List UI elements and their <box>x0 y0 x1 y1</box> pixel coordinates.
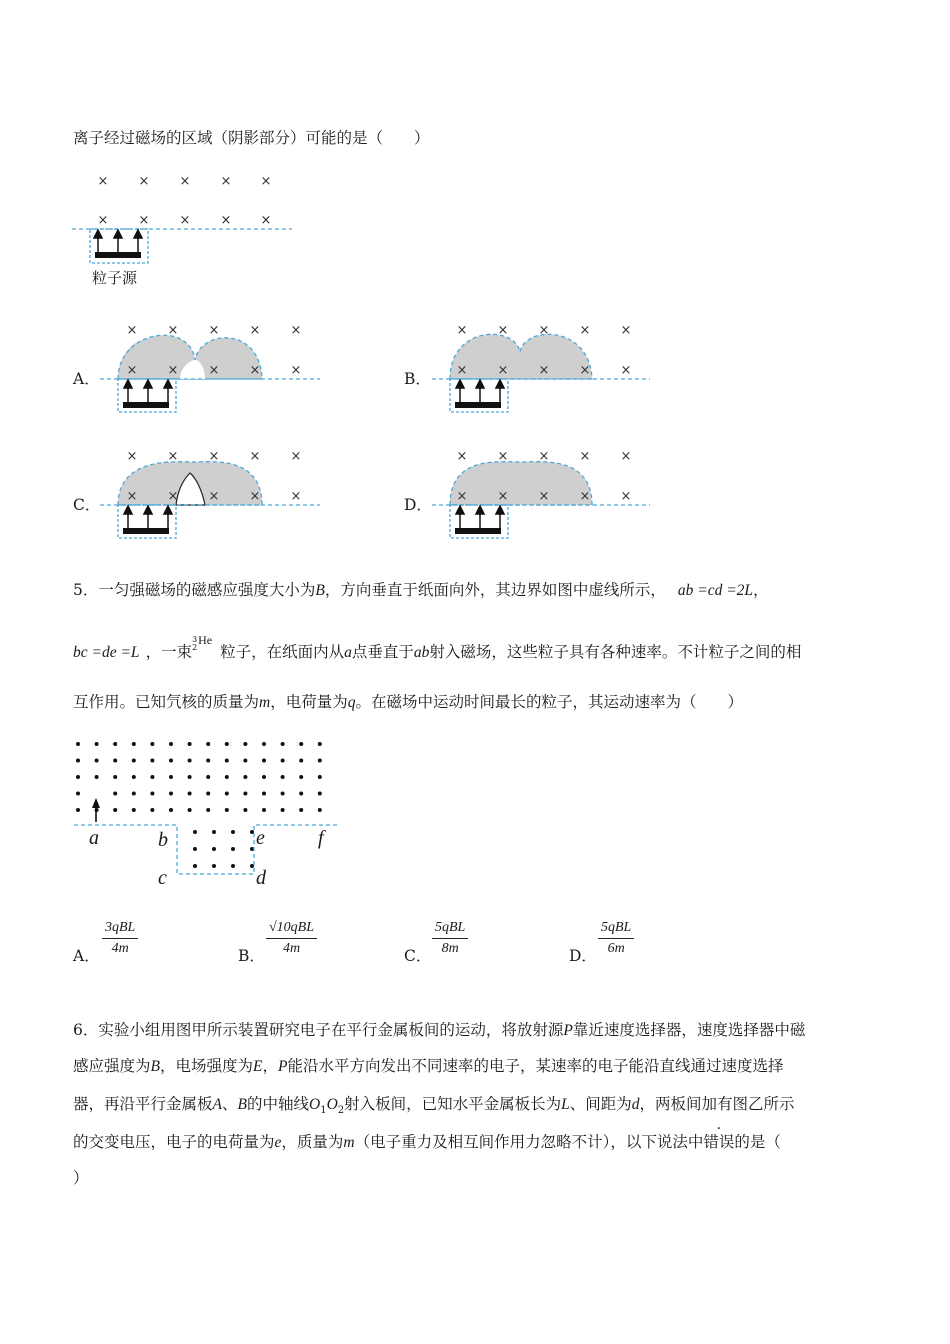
svg-text:×: × <box>290 363 302 378</box>
svg-text:×: × <box>126 449 138 464</box>
field-dot <box>132 775 136 779</box>
q6-line-3: 器，再沿平行金属板A、B的中轴线$O_1O_2$射入板间，已知水平金属板长为L、间距为d，两板间加有图乙所示 <box>73 1095 795 1117</box>
svg-text:×: × <box>167 489 179 504</box>
field-dot <box>299 792 303 796</box>
svg-text:×: × <box>208 489 220 504</box>
field-dot <box>262 792 266 796</box>
svg-text:×: × <box>538 323 550 338</box>
field-dot <box>76 792 80 796</box>
svg-text:×: × <box>249 489 261 504</box>
svg-text:×: × <box>208 363 220 378</box>
field-dot <box>225 775 229 779</box>
q6-line-1: 6．实验小组用图甲所示装置研究电子在平行金属板间的运动，将放射源P靠近速度选择器，速度选择器中磁 <box>73 1021 806 1039</box>
svg-text:×: × <box>579 449 591 464</box>
svg-text:×: × <box>126 363 138 378</box>
field-dot <box>113 742 117 746</box>
field-dot <box>132 759 136 763</box>
field-dot <box>281 808 285 812</box>
field-dot <box>212 847 216 851</box>
field-dot <box>188 792 192 796</box>
svg-text:×: × <box>497 363 509 378</box>
field-dot <box>243 792 247 796</box>
field-dot <box>243 742 247 746</box>
emphasis-wrong: 错误 <box>703 1133 735 1151</box>
svg-text:×: × <box>538 489 550 504</box>
svg-text:×: × <box>208 323 220 338</box>
q5-option-c-fraction: 5qBL 8m <box>432 920 468 957</box>
svg-text:×: × <box>456 449 468 464</box>
label-d: d <box>256 867 266 889</box>
field-dot <box>76 759 80 763</box>
field-dot <box>150 808 154 812</box>
label-c: c <box>158 867 167 889</box>
field-dot <box>169 759 173 763</box>
field-dot <box>299 742 303 746</box>
field-dot <box>243 775 247 779</box>
field-dot <box>188 742 192 746</box>
svg-text:×: × <box>249 363 261 378</box>
field-dot <box>225 759 229 763</box>
svg-text:×: × <box>456 323 468 338</box>
svg-text:×: × <box>97 213 109 228</box>
field-dot <box>113 808 117 812</box>
svg-text:×: × <box>167 323 179 338</box>
field-dot <box>206 808 210 812</box>
field-dot <box>243 808 247 812</box>
svg-text:×: × <box>620 489 632 504</box>
helium-3-nuclide: 3 2 He <box>192 633 213 652</box>
svg-text:×: × <box>538 449 550 464</box>
field-dot <box>318 792 322 796</box>
field-dot <box>113 792 117 796</box>
q5-option-b-fraction: √10qBL 4m <box>266 920 317 957</box>
field-dot <box>169 792 173 796</box>
field-dot <box>299 759 303 763</box>
svg-text:×: × <box>497 323 509 338</box>
label-b: b <box>158 829 168 851</box>
label-f: f <box>318 827 324 849</box>
label-e: e <box>256 827 265 849</box>
field-dot <box>193 847 197 851</box>
field-dot <box>231 847 235 851</box>
field-dot <box>150 775 154 779</box>
field-dot <box>76 775 80 779</box>
field-dot <box>188 775 192 779</box>
field-dot <box>95 759 99 763</box>
q5-option-d-fraction: 5qBL 6m <box>598 920 634 957</box>
q5-option-c-label: C． <box>404 947 432 965</box>
field-dot <box>225 808 229 812</box>
field-dot <box>262 808 266 812</box>
field-dot <box>299 808 303 812</box>
field-dot <box>193 830 197 834</box>
svg-text:×: × <box>260 174 272 189</box>
field-dot <box>132 792 136 796</box>
field-dot <box>188 759 192 763</box>
q5-line-1: 5．一匀强磁场的磁感应强度大小为B，方向垂直于纸面向外，其边界如图中虚线所示， ab =cd =2L， <box>73 581 769 599</box>
svg-text:×: × <box>290 489 302 504</box>
q4-option-a-label: A． <box>73 370 100 388</box>
svg-text:×: × <box>456 363 468 378</box>
field-dot <box>262 742 266 746</box>
field-dot <box>169 808 173 812</box>
field-dot <box>206 792 210 796</box>
field-dot <box>281 742 285 746</box>
field-dot <box>318 742 322 746</box>
label-a: a <box>89 827 99 849</box>
q5-line-3: 互作用。已知氕核的质量为m，电荷量为q。在磁场中运动时间最长的粒子，其运动速率为（ ） <box>73 693 743 711</box>
svg-text:×: × <box>249 449 261 464</box>
svg-text:×: × <box>179 213 191 228</box>
svg-text:×: × <box>620 363 632 378</box>
field-dot <box>169 775 173 779</box>
q5-option-a-fraction: 3qBL 4m <box>102 920 138 957</box>
svg-text:×: × <box>497 489 509 504</box>
field-dot <box>281 759 285 763</box>
field-dot <box>188 808 192 812</box>
field-dot <box>231 830 235 834</box>
field-dot <box>206 775 210 779</box>
svg-text:×: × <box>220 174 232 189</box>
field-dot <box>225 742 229 746</box>
svg-text:×: × <box>167 363 179 378</box>
svg-text:×: × <box>579 363 591 378</box>
particle-source-label: 粒子源 <box>92 269 138 287</box>
svg-text:×: × <box>220 213 232 228</box>
q4-option-b-label: B． <box>404 370 431 388</box>
field-dot <box>132 808 136 812</box>
svg-text:×: × <box>620 449 632 464</box>
field-dot <box>95 742 99 746</box>
svg-text:×: × <box>290 323 302 338</box>
svg-text:×: × <box>620 323 632 338</box>
svg-text:×: × <box>97 174 109 189</box>
field-dot <box>318 759 322 763</box>
svg-text:×: × <box>126 489 138 504</box>
svg-text:×: × <box>290 449 302 464</box>
field-dot <box>150 792 154 796</box>
field-dot <box>150 742 154 746</box>
field-dot <box>243 759 247 763</box>
field-dot <box>95 775 99 779</box>
svg-text:×: × <box>249 323 261 338</box>
velocity-arrow-head <box>92 798 100 808</box>
svg-text:×: × <box>260 213 272 228</box>
q5-line-2: bc =de =L ，一束 3 2 He 粒子，在纸面内从a点垂直于ab射入磁场，这些粒子具有各种速率。不计粒子之间的相 <box>73 633 802 661</box>
field-dot <box>281 775 285 779</box>
svg-text:×: × <box>208 449 220 464</box>
svg-text:×: × <box>138 213 150 228</box>
field-dot <box>231 864 235 868</box>
field-dot <box>76 808 80 812</box>
field-dot <box>76 742 80 746</box>
q4-stem: 离子经过磁场的区域（阴影部分）可能的是（ ） <box>73 129 430 147</box>
field-dot <box>206 742 210 746</box>
field-dot <box>212 864 216 868</box>
svg-text:×: × <box>138 174 150 189</box>
svg-text:×: × <box>167 449 179 464</box>
q4-option-c-label: C． <box>73 496 101 514</box>
field-dot <box>212 830 216 834</box>
field-dot <box>193 864 197 868</box>
svg-text:×: × <box>538 363 550 378</box>
field-dot <box>318 775 322 779</box>
field-dot <box>225 792 229 796</box>
svg-text:×: × <box>579 489 591 504</box>
svg-text:×: × <box>126 323 138 338</box>
q6-line-4: 的交变电压，电子的电荷量为e，质量为m（电子重力及相互间作用力忽略不计），以下说法中错误的是（ <box>73 1133 781 1151</box>
q6-line-5: ） <box>73 1169 89 1187</box>
q5-option-b-label: B． <box>238 947 265 965</box>
q6-line-2: 感应强度为B，电场强度为E，P能沿水平方向发出不同速率的电子，某速率的电子能沿直线通过速度选择 <box>73 1057 784 1075</box>
q5-option-a-label: A． <box>73 947 100 965</box>
field-dot <box>113 759 117 763</box>
field-dot <box>113 775 117 779</box>
q4-option-d-label: D． <box>404 496 432 514</box>
field-dot <box>150 759 154 763</box>
svg-text:×: × <box>179 174 191 189</box>
field-dot <box>281 792 285 796</box>
svg-text:×: × <box>497 449 509 464</box>
field-dot <box>262 775 266 779</box>
field-dot <box>318 808 322 812</box>
field-dot <box>299 775 303 779</box>
field-dot <box>169 742 173 746</box>
field-boundary <box>74 825 340 874</box>
field-dot <box>206 759 210 763</box>
svg-text:×: × <box>579 323 591 338</box>
q5-option-d-label: D． <box>569 947 597 965</box>
svg-text:×: × <box>456 489 468 504</box>
field-dot <box>132 742 136 746</box>
field-dot <box>262 759 266 763</box>
